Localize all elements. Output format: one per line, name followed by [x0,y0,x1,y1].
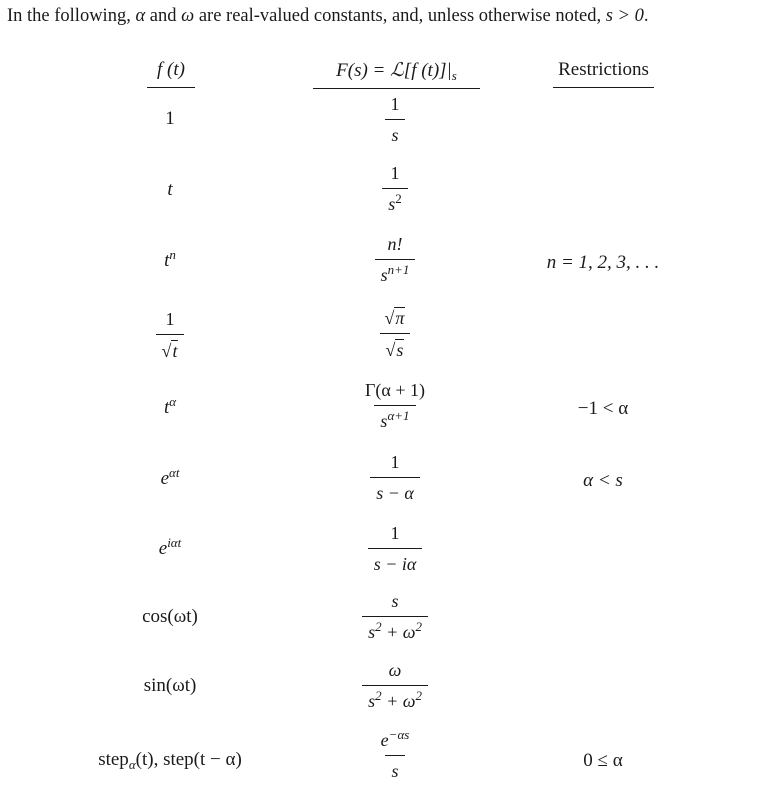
denominator [362,685,428,712]
transform-cell-1 [300,163,490,215]
num-text: Γ(α + 1) [365,380,425,400]
f-sup: α [169,394,177,409]
den-text: s [380,411,388,431]
transform-cell-7 [300,591,490,643]
f-text: cos(ωt) [142,606,198,627]
num-text: 1 [390,94,400,114]
f-sub: α [128,757,136,772]
f-sup: n [169,247,176,262]
header-F-sub: s [451,68,457,83]
f-text: e [158,538,168,559]
f-cell-5 [70,465,270,490]
den-text: s − α [376,483,414,503]
intro-text-b: and [145,6,182,26]
den-tail-sup: 2 [415,688,422,703]
transform-cell-5 [300,452,490,504]
sqrt-body: s [396,340,404,360]
numerator [381,94,409,119]
denominator [380,333,411,361]
denominator [385,119,404,146]
header-f: f (t) [147,59,195,88]
sqrt-symbol: √ s [385,340,404,360]
f-cell-4 [70,394,270,419]
f-text: e [160,468,169,489]
numerator [381,523,409,548]
den-tail: + ω [381,691,416,711]
f-text: t [167,179,173,200]
f-cell-1 [70,179,270,201]
f-num-text: 1 [165,309,175,329]
transform-cell-8 [300,660,490,712]
intro-condition: s > 0 [605,6,644,26]
restriction-4: −1 < α [577,398,629,419]
den-sup: n+1 [387,262,410,277]
transform-cell-3 [300,307,490,361]
transform-cell-0 [300,94,490,146]
f-text: t [163,397,170,418]
numerator [381,234,409,259]
numerator [375,727,416,755]
num-text: e [380,730,389,750]
intro-sentence [7,6,764,27]
denominator [374,405,415,432]
f-denominator [156,334,185,362]
num-text: n! [387,234,403,254]
numerator [381,452,409,477]
denominator [385,755,404,782]
denominator [362,616,428,643]
num-sup: −αs [388,727,410,742]
denominator [375,259,416,286]
header-restrictions: Restrictions [553,59,654,88]
f-text: sin(ωt) [143,675,197,696]
den-text: s [391,761,399,781]
header-F-text: F(s) = ℒ[f (t)]| [336,60,452,81]
intro-text-a: In the following, [7,6,136,26]
intro-alpha: α [135,6,146,26]
restriction-2: n = 1, 2, 3, . . . [546,252,660,273]
den-sup: 2 [395,191,402,206]
numerator [381,660,409,685]
transform-cell-9 [300,727,490,782]
sqrt-symbol: √ t [161,341,178,361]
f-text: t [164,250,170,271]
f-sup: iαt [167,535,182,550]
denominator [370,477,420,504]
f-text: 1 [165,108,175,129]
f-cell-6 [70,535,270,560]
transform-cell-4 [300,380,490,432]
den-tail-sup: 2 [415,619,422,634]
numerator [379,307,412,333]
intro-end: . [643,6,649,26]
transform-cell-6 [300,523,490,575]
f-tail: (t), step(t − α) [135,749,242,770]
transform-cell-2 [300,234,490,286]
den-text: s [391,125,399,145]
restriction-9: 0 ≤ α [583,750,623,771]
header-F [313,59,480,89]
f-sup: αt [169,465,180,480]
numerator [359,380,431,405]
f-cell-7 [70,606,270,628]
den-text: s [368,622,376,642]
intro-text-c: are real-valued constants, and, unless otherwise noted, [194,6,606,26]
f-cell-9 [70,749,270,771]
num-text: 1 [390,452,400,472]
numerator [381,163,409,188]
restriction-5: α < s [583,470,623,491]
intro-omega: ω [181,6,195,26]
f-numerator [156,309,184,334]
den-text: s [388,194,396,214]
den-text: s [380,265,388,285]
denominator [382,188,408,215]
f-text: step [98,749,129,770]
den-sup: 2 [375,619,382,634]
num-text: ω [388,660,402,680]
f-cell-8 [70,675,270,697]
num-text: s [391,591,399,611]
sqrt-body: π [395,308,405,328]
f-cell-0 [70,108,270,130]
sqrt-body: t [172,341,178,361]
f-cell-2 [70,247,270,272]
num-text: 1 [390,523,400,543]
denominator [368,548,423,575]
den-text: s − iα [373,554,417,574]
den-sup: α+1 [387,408,410,423]
den-sup: 2 [375,688,382,703]
f-cell-3 [75,309,265,362]
sqrt-symbol: √ π [384,308,405,328]
num-text: 1 [390,163,400,183]
numerator [381,591,409,616]
den-tail: + ω [381,622,416,642]
den-text: s [368,691,376,711]
